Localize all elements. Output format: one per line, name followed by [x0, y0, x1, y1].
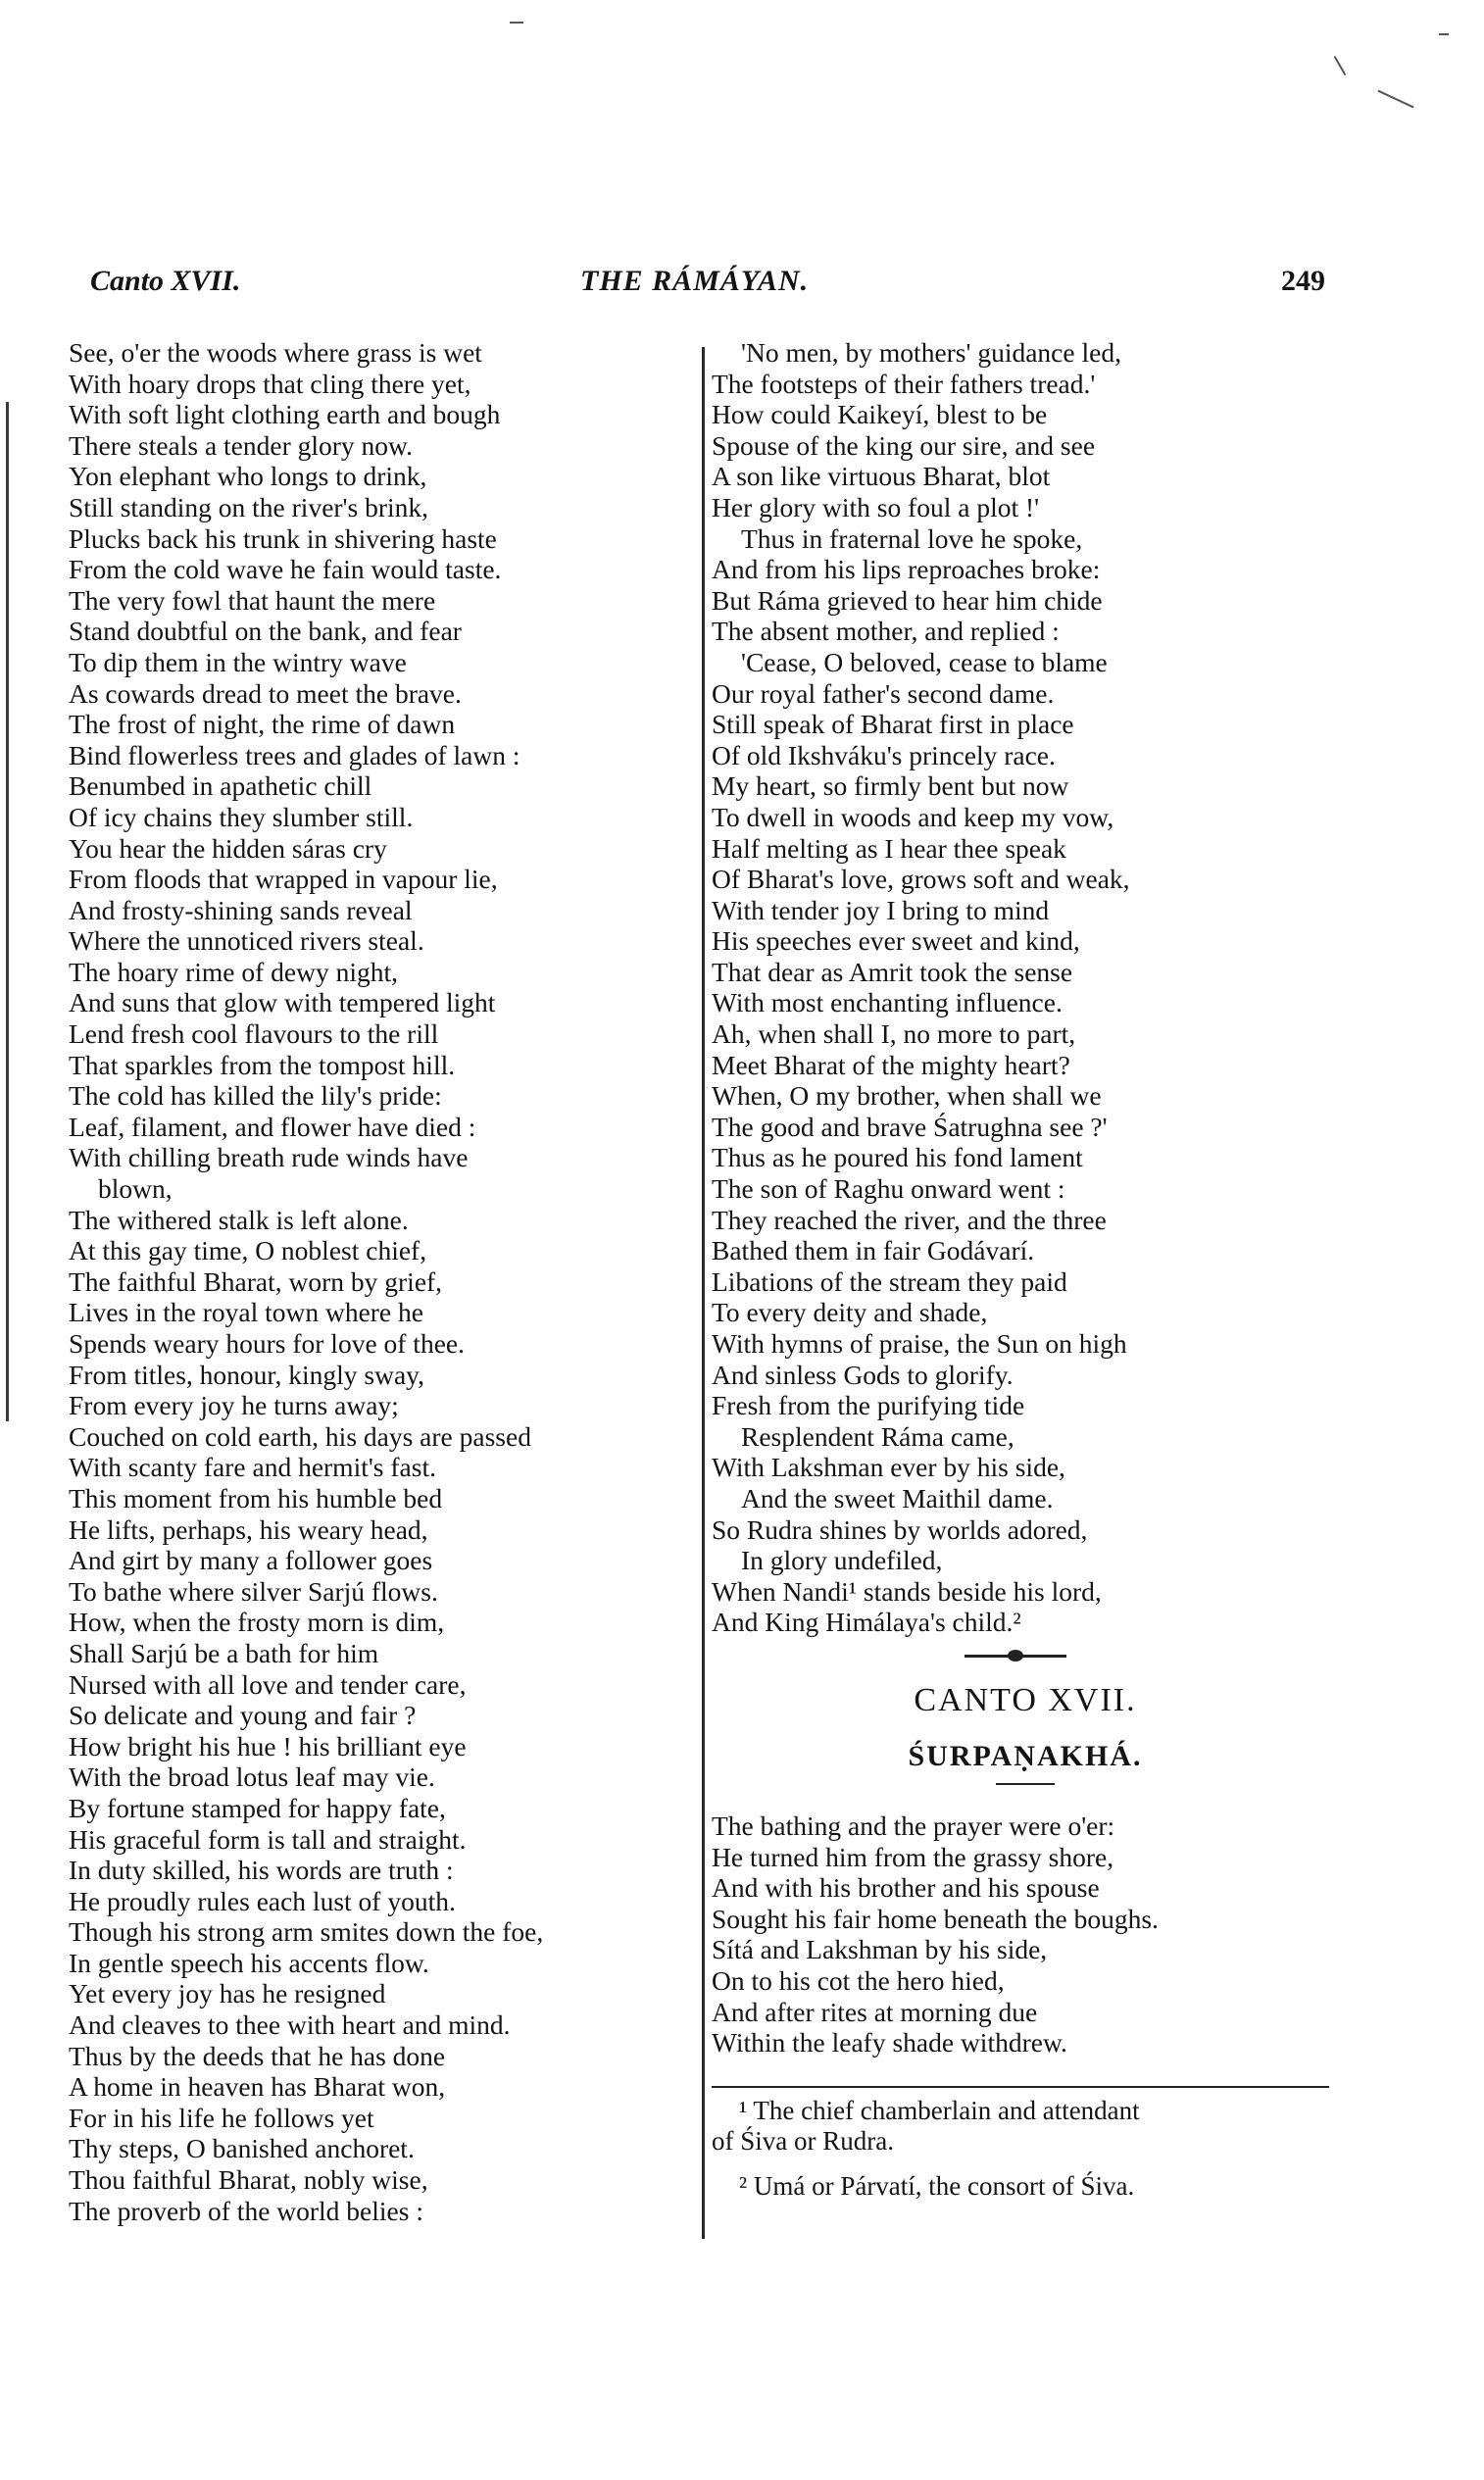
verse-line: Still standing on the river's brink, — [69, 491, 429, 522]
verse-line: To dip them in the wintry wave — [69, 646, 407, 677]
verse-line: So delicate and young and fair ? — [69, 1700, 417, 1731]
verse-line: With scanty fare and hermit's fast. — [69, 1452, 436, 1483]
verse-line: And King Himálaya's child.² — [712, 1607, 1021, 1638]
verse-line: Bind flowerless trees and glades of lawn : — [69, 739, 520, 770]
verse-line: And frosty-shining sands reveal — [69, 894, 413, 925]
verse-line: Yon elephant who longs to drink, — [69, 461, 427, 492]
left-column — [69, 337, 696, 2226]
verse-line: The good and brave Śatrughna see ?' — [712, 1111, 1108, 1142]
footnote-rule — [712, 2086, 1329, 2088]
verse-line: The frost of night, the rime of dawn — [69, 709, 456, 740]
verse-line: Our royal father's second dame. — [712, 677, 1055, 709]
verse-line: The faithful Bharat, worn by grief, — [69, 1265, 443, 1297]
verse-line: Her glory with so foul a plot !' — [712, 491, 1040, 522]
verse-line: As cowards dread to meet the brave. — [69, 677, 462, 709]
verse-line: Spends weary hours for love of thee. — [69, 1328, 465, 1359]
verse-line: Half melting as I hear thee speak — [712, 832, 1066, 864]
verse-line: To every deity and shade, — [712, 1297, 988, 1328]
verse-line: Ah, when shall I, no more to part, — [712, 1018, 1076, 1050]
verse-line: How, when the frosty morn is dim, — [69, 1607, 445, 1638]
verse-line: For in his life he follows yet — [69, 2102, 374, 2133]
verse-line: The withered stalk is left alone. — [69, 1204, 409, 1235]
verse-line: And from his lips reproaches broke: — [712, 554, 1101, 585]
verse-line: Thou faithful Bharat, nobly wise, — [69, 2164, 428, 2196]
verse-line: Of icy chains they slumber still. — [69, 801, 414, 832]
verse-line: Meet Bharat of the mighty heart? — [712, 1049, 1070, 1080]
verse-line: That dear as Amrit took the sense — [712, 956, 1073, 987]
verse-line: My heart, so firmly bent but now — [712, 770, 1069, 802]
verse-line: Lives in the royal town where he — [69, 1297, 423, 1328]
verse-line: This moment from his humble bed — [69, 1482, 443, 1513]
verse-line: See, o'er the woods where grass is wet — [69, 337, 482, 368]
verse-line: That sparkles from the tompost hill. — [69, 1049, 456, 1080]
verse-line: The proverb of the world belies : — [69, 2195, 423, 2226]
verse-line: On to his cot the hero hied, — [712, 1964, 1005, 1996]
verse-line: So Rudra shines by worlds adored, — [712, 1513, 1088, 1545]
footnote-2: ² Umá or Párvatí, the consort of Śiva. — [739, 2170, 1135, 2201]
verse-line: A home in heaven has Bharat won, — [69, 2071, 446, 2103]
verse-line: With chilling breath rude winds have — [69, 1142, 469, 1173]
verse-line: The absent mother, and replied : — [712, 616, 1060, 647]
verse-line: Fresh from the purifying tide — [712, 1390, 1025, 1421]
verse-line: The son of Raghu onward went : — [712, 1173, 1065, 1205]
verse-line: To bathe where silver Sarjú flows. — [69, 1575, 438, 1607]
verse-line: And sinless Gods to glorify. — [712, 1359, 1014, 1390]
canto-opening-verses — [712, 1810, 1339, 2058]
verse-line: A son like virtuous Bharat, blot — [712, 461, 1051, 492]
verse-line: With hoary drops that cling there yet, — [69, 368, 471, 399]
verse-line: And with his brother and his spouse — [712, 1872, 1100, 1904]
verse-line: Though his strong arm smites down the foe, — [69, 1916, 544, 1948]
verse-line: Sítá and Lakshman by his side, — [712, 1934, 1048, 1965]
verse-line: From every joy he turns away; — [69, 1390, 399, 1421]
verse-line: The bathing and the prayer were o'er: — [712, 1810, 1115, 1841]
right-column — [712, 337, 1339, 2202]
verse-line: From floods that wrapped in vapour lie, — [69, 864, 498, 895]
verse-line: Within the leafy shade withdrew. — [712, 2027, 1067, 2058]
binding-edge-mark — [6, 402, 9, 1421]
verse-line: And the sweet Maithil dame. — [741, 1482, 1054, 1513]
verse-line: His graceful form is tall and straight. — [69, 1823, 467, 1855]
footnote-1: ¹ The chief chamberlain and attendant — [739, 2095, 1140, 2125]
subheading-rule — [996, 1783, 1055, 1785]
verse-line: The footsteps of their fathers tread.' — [712, 368, 1096, 399]
canto-subheading: ŚURPAṆAKHÁ. — [908, 1739, 1143, 1772]
verse-line: But Ráma grieved to hear him chide — [712, 584, 1103, 616]
page-header — [90, 265, 1325, 308]
verse-line: How bright his hue ! his brilliant eye — [69, 1730, 467, 1761]
verse-line: The cold has killed the lily's pride: — [69, 1080, 442, 1112]
verse-line: In glory undefiled, — [741, 1545, 943, 1576]
section-ornament — [712, 1646, 1339, 1665]
scan-speck — [510, 22, 523, 24]
verse-line: 'No men, by mothers' guidance led, — [741, 337, 1121, 368]
verse-line: When, O my brother, when shall we — [712, 1080, 1102, 1112]
verse-line: And girt by many a follower goes — [69, 1545, 433, 1576]
verse-line: When Nandi¹ stands beside his lord, — [712, 1575, 1102, 1607]
verse-line: His speeches ever sweet and kind, — [712, 925, 1080, 957]
verse-line: From titles, honour, kingly sway, — [69, 1359, 425, 1390]
verse-line: Spouse of the king our sire, and see — [712, 429, 1096, 461]
verse-line: Of old Ikshváku's princely race. — [712, 739, 1056, 770]
verse-line: With hymns of praise, the Sun on high — [712, 1328, 1127, 1359]
running-header-canto: Canto XVII. — [90, 265, 241, 297]
verse-line: And suns that glow with tempered light — [69, 987, 496, 1018]
scan-speck — [1439, 33, 1449, 35]
running-header-title: THE RÁMÁYAN. — [580, 265, 810, 297]
verse-line: Thy steps, O banished anchoret. — [69, 2133, 415, 2164]
verse-line: With tender joy I bring to mind — [712, 894, 1050, 925]
verse-line: In gentle speech his accents flow. — [69, 1947, 429, 1978]
verse-line: The very fowl that haunt the mere — [69, 584, 436, 616]
verse-line: Bathed them in fair Godávarí. — [712, 1235, 1035, 1266]
verse-line: With Lakshman ever by his side, — [712, 1452, 1065, 1483]
verse-line: From the cold wave he fain would taste. — [69, 554, 502, 585]
verse-line: 'Cease, O beloved, cease to blame — [741, 646, 1108, 677]
verse-line: And after rites at morning due — [712, 1996, 1038, 2027]
verse-line: Lend fresh cool flavours to the rill — [69, 1018, 439, 1050]
verse-line: With soft light clothing earth and bough — [69, 399, 501, 430]
scan-speck — [1377, 90, 1413, 109]
ornament-dot — [1008, 1650, 1023, 1662]
verse-line: At this gay time, O noblest chief, — [69, 1235, 427, 1266]
verse-line: Thus by the deeds that he has done — [69, 2040, 446, 2071]
verse-line: The hoary rime of dewy night, — [69, 956, 399, 987]
verse-line: Of Bharat's love, grows soft and weak, — [712, 864, 1130, 895]
verse-line: Resplendent Ráma came, — [741, 1420, 1014, 1452]
verse-line: Leaf, filament, and flower have died : — [69, 1111, 476, 1142]
verse-line: There steals a tender glory now. — [69, 429, 414, 461]
page-number: 249 — [1281, 265, 1325, 297]
verse-line: He turned him from the grassy shore, — [712, 1841, 1114, 1872]
canto-heading: CANTO XVII. — [914, 1681, 1137, 1718]
verse-line: Yet every joy has he resigned — [69, 1978, 386, 2009]
verse-line: With most enchanting influence. — [712, 987, 1063, 1018]
verse-line: Thus in fraternal love he spoke, — [741, 522, 1083, 554]
verse-line: Sought his fair home beneath the boughs. — [712, 1903, 1159, 1934]
verse-line: In duty skilled, his words are truth : — [69, 1855, 454, 1886]
verse-line: How could Kaikeyí, blest to be — [712, 399, 1048, 430]
verse-line: Nursed with all love and tender care, — [69, 1668, 467, 1700]
verse-line: Benumbed in apathetic chill — [69, 770, 372, 802]
verse-line: He lifts, perhaps, his weary head, — [69, 1513, 428, 1545]
footnote-1-continued: of Śiva or Rudra. — [712, 2126, 894, 2157]
scan-speck — [1334, 56, 1347, 75]
column-divider — [702, 347, 705, 2239]
verse-line: They reached the river, and the three — [712, 1204, 1107, 1235]
verse-line: He proudly rules each lust of youth. — [69, 1885, 456, 1916]
verse-line: You hear the hidden sáras cry — [69, 832, 387, 864]
verse-line: Thus as he poured his fond lament — [712, 1142, 1083, 1173]
right-column-verses — [712, 337, 1339, 1638]
verse-line: To dwell in woods and keep my vow, — [712, 801, 1114, 832]
verse-line: And cleaves to thee with heart and mind. — [69, 2009, 511, 2041]
verse-line: Couched on cold earth, his days are passed — [69, 1420, 531, 1452]
verse-line: With the broad lotus leaf may vie. — [69, 1761, 435, 1793]
verse-line: By fortune stamped for happy fate, — [69, 1792, 446, 1823]
verse-line: Libations of the stream they paid — [712, 1265, 1067, 1297]
verse-line: Where the unnoticed rivers steal. — [69, 925, 424, 957]
verse-line: Plucks back his trunk in shivering haste — [69, 522, 497, 554]
verse-line: Stand doubtful on the bank, and fear — [69, 616, 462, 647]
verse-line: blown, — [98, 1173, 173, 1205]
verse-line: Still speak of Bharat first in place — [712, 709, 1074, 740]
verse-line: Shall Sarjú be a bath for him — [69, 1637, 379, 1668]
